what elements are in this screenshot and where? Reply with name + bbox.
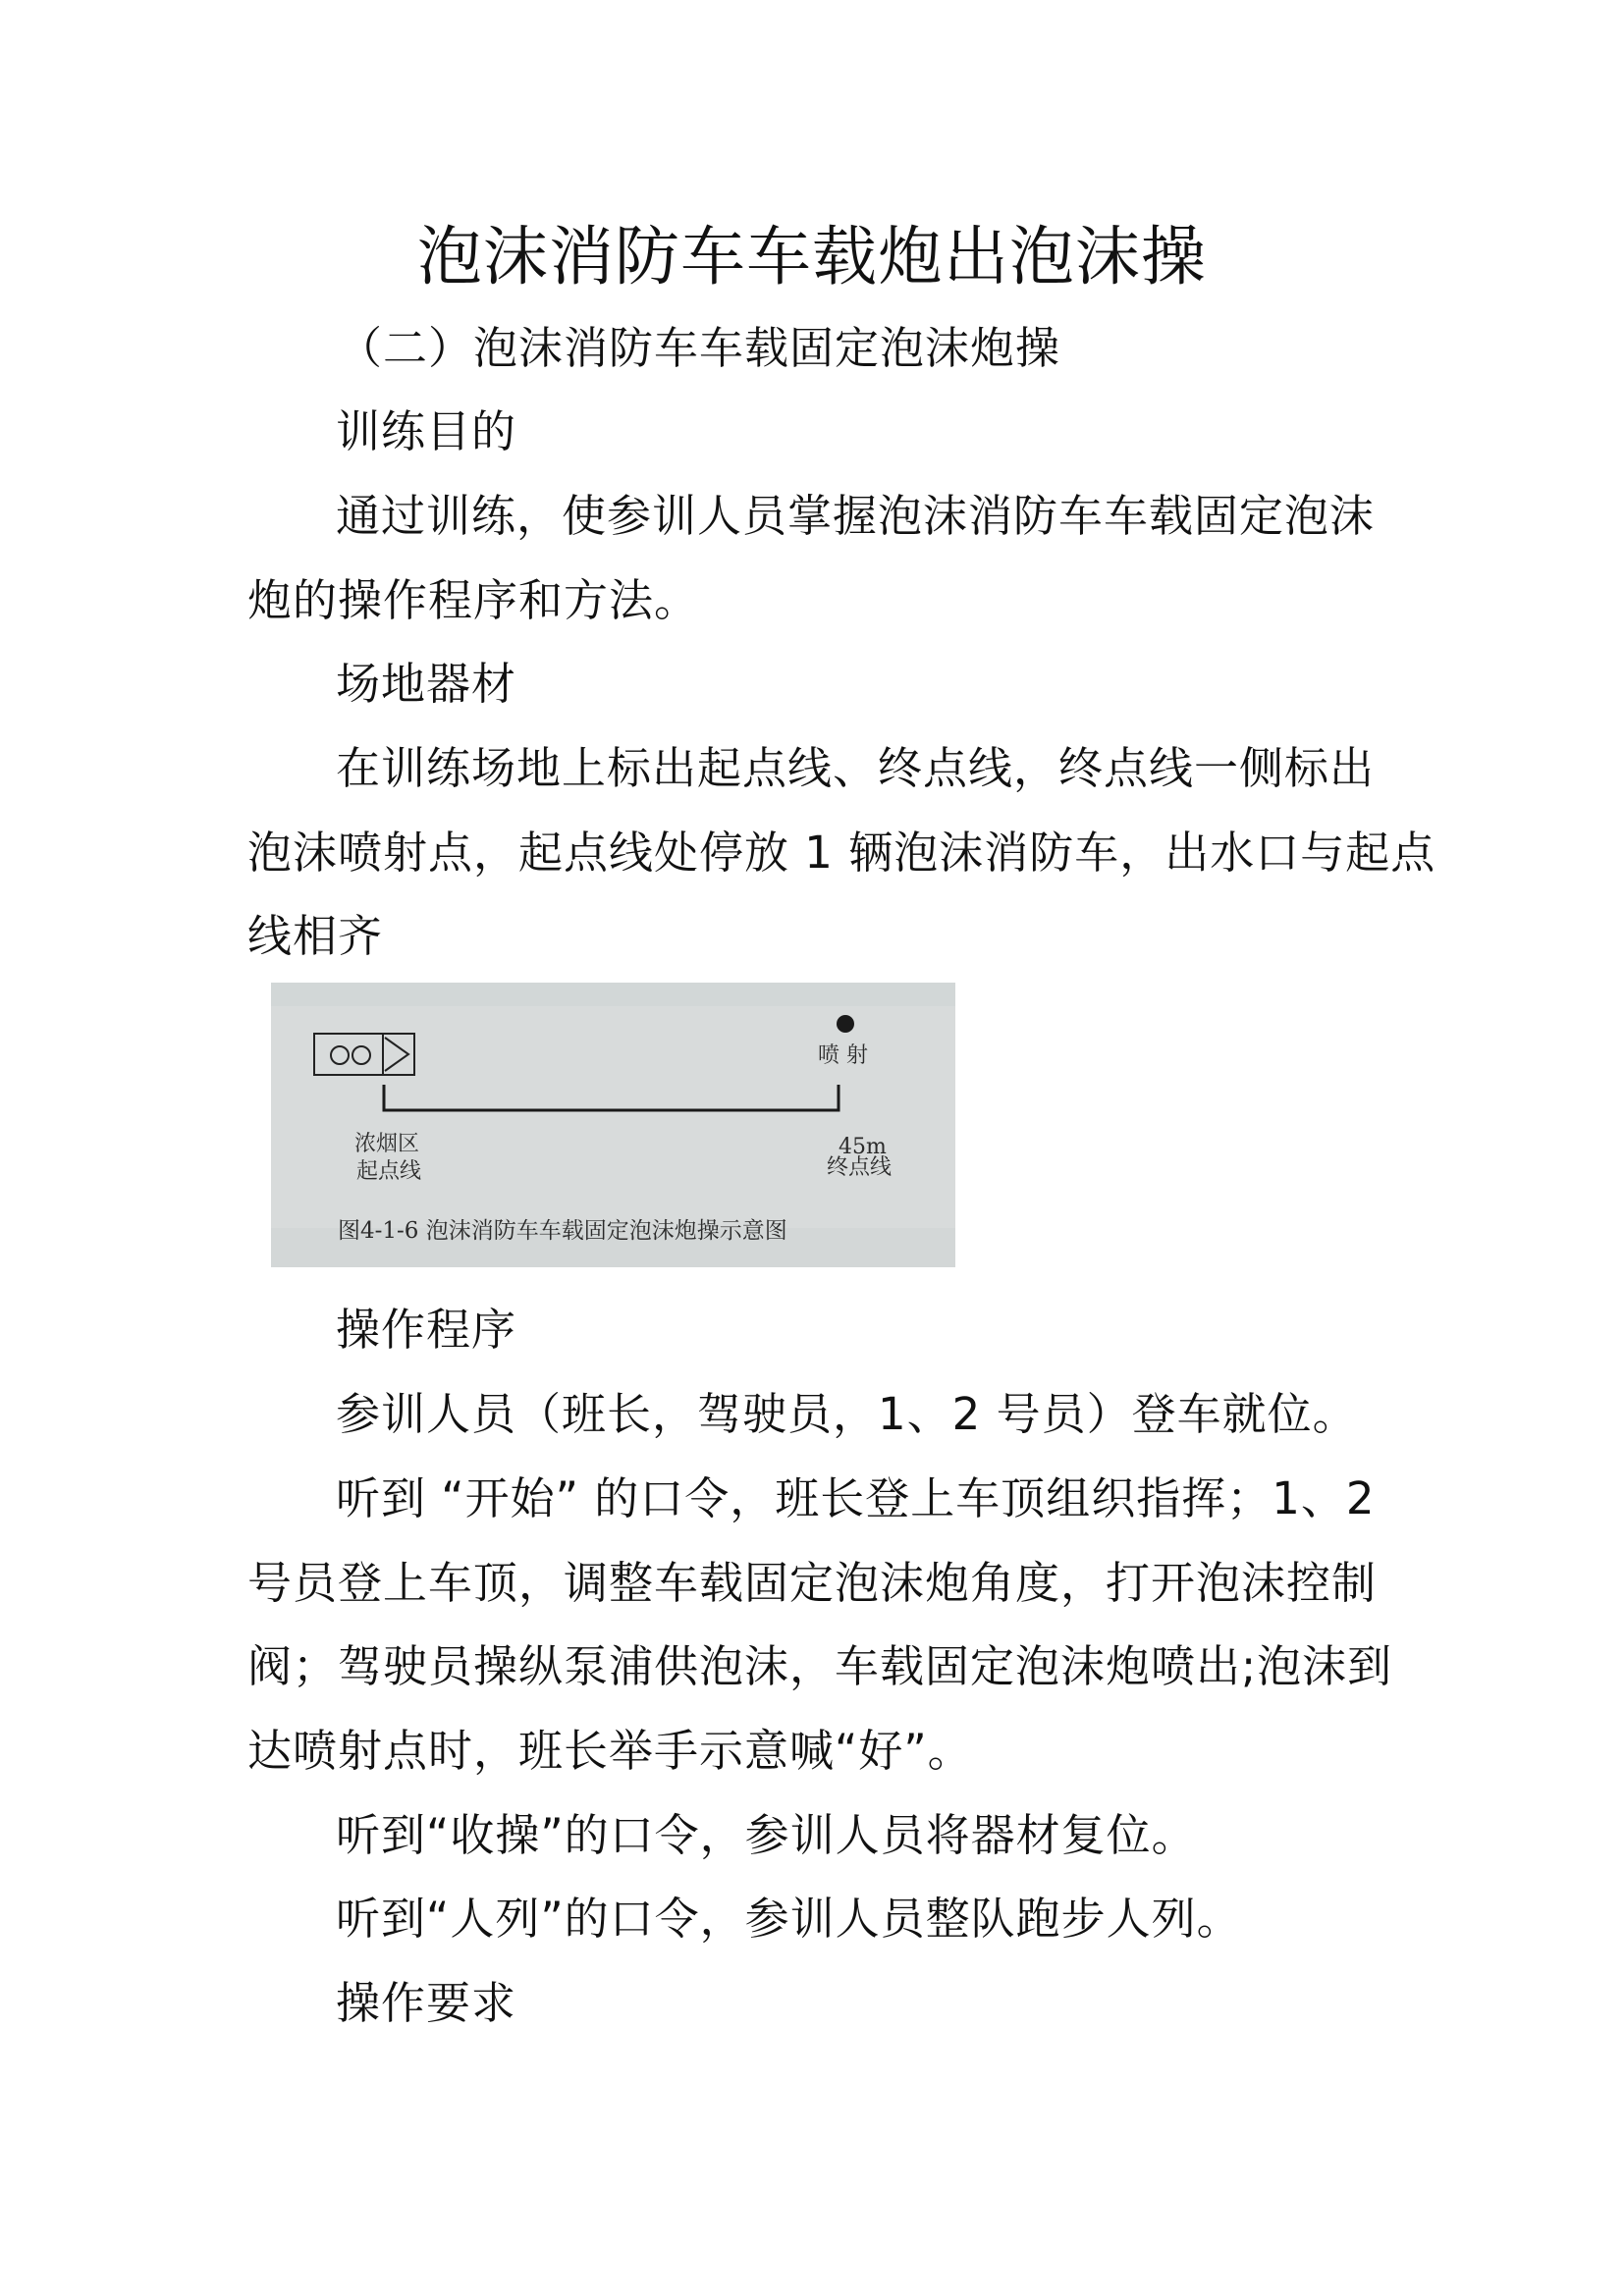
spray-label: 喷 射 [818,1043,868,1068]
spray-point-marker [837,1015,854,1033]
section-heading: （二）泡沫消防车车载固定泡沫炮操 [338,322,1061,374]
paragraph-line: 泡沫喷射点，起点线处停放 1 辆泡沫消防车，出水口与起点 [247,827,1436,879]
paragraph-line: 听到 “开始” 的口令，班长登上车顶组织指挥；1、2 [336,1472,1376,1524]
distance-label: 45m [839,1135,887,1159]
page-title: 泡沫消防车车载炮出泡沫操 [417,219,1207,294]
smoke-zone-label: 浓烟区 [354,1132,420,1156]
figure-caption: 图4-1-6 泡沫消防车车载固定泡沫炮操示意图 [338,1218,787,1244]
paragraph-line: 阀；驾驶员操纵泵浦供泡沫，车载固定泡沫炮喷出;泡沫到 [247,1640,1393,1692]
start-line-label: 起点线 [356,1159,422,1184]
heading-site-equipment: 场地器材 [336,658,517,710]
paragraph-line: 炮的操作程序和方法。 [247,574,700,626]
paragraph-line: 线相齐 [247,910,384,962]
paragraph-line: 听到“人列”的口令，参训人员整队跑步人列。 [336,1893,1242,1945]
heading-operation-procedure: 操作程序 [336,1304,517,1356]
paragraph-line: 达喷射点时，班长举手示意喊“好”。 [247,1725,973,1777]
paragraph-line: 通过训练，使参训人员掌握泡沫消防车车载固定泡沫 [336,490,1376,542]
heading-operation-requirements: 操作要求 [336,1977,517,2029]
paragraph-line: 在训练场地上标出起点线、终点线，终点线一侧标出 [336,742,1376,794]
paragraph-line: 参训人员（班长，驾驶员，1、2 号员）登车就位。 [336,1388,1358,1440]
heading-training-purpose: 训练目的 [336,405,517,457]
paragraph-line: 听到“收操”的口令，参训人员将器材复位。 [336,1809,1197,1861]
end-line-label: 终点线 [827,1155,893,1180]
paragraph-line: 号员登上车顶，调整车载固定泡沫炮角度，打开泡沫控制 [247,1557,1378,1609]
diagram-figure [271,983,955,1267]
